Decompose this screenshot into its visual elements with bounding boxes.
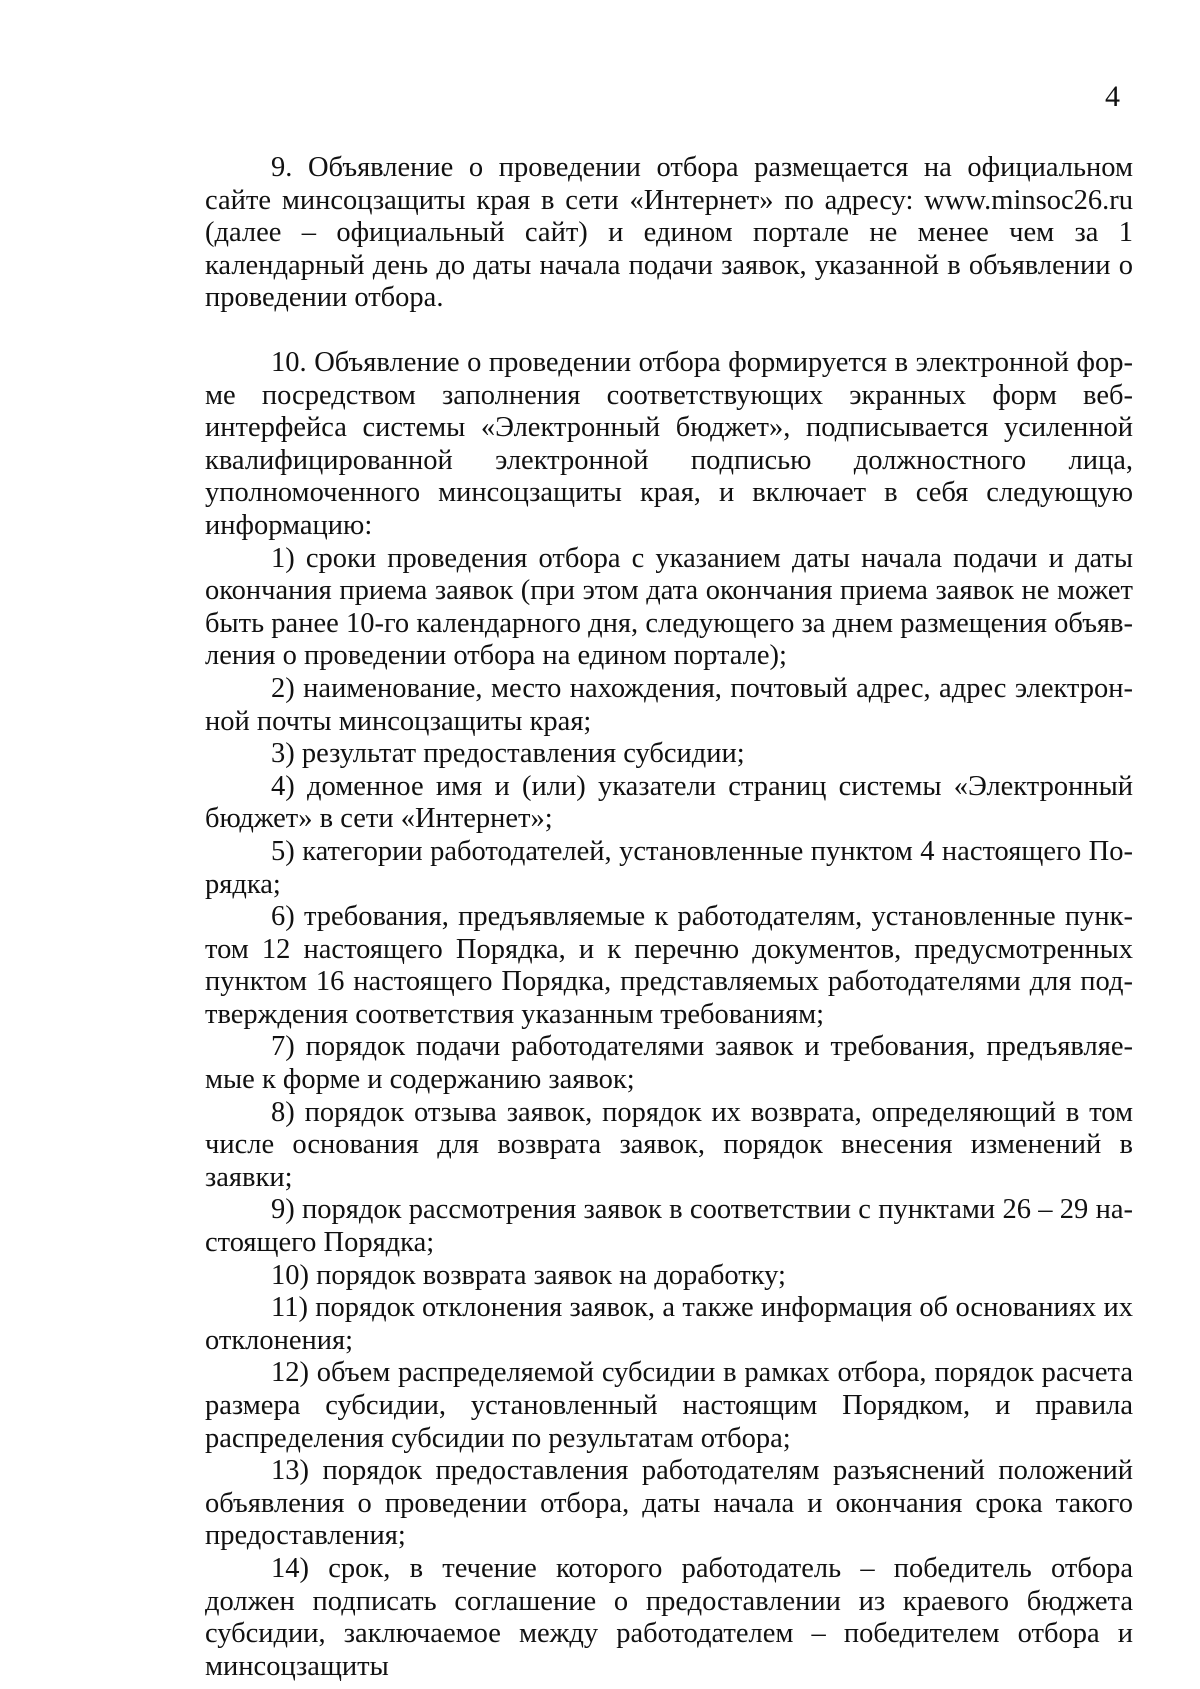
page-number: 4 (1105, 80, 1120, 113)
list-item: 10) порядок возврата заявок на доработку; (271, 1259, 786, 1291)
list-item: 7) порядок подачи работодателями заявок и требования, предъявляемые к форме и содержанию заявок; (205, 1031, 1133, 1096)
paragraph-block-9 (205, 152, 1133, 315)
paragraph: 10. Объявление о проведении отбора формируется в электронной форме посредством заполнения соответствующих экранных форм веб-интерфейса системы «Электронный бюджет», подписывается усиленной квалифицированной электронной подписью должностного лица, уполномоченного минсоцзащиты края, и включает в себя следующую информацию: (205, 347, 1133, 541)
list-item: 11) порядок отклонения заявок, а также информация об основаниях их отклонения; (205, 1292, 1133, 1356)
list-item: 4) доменное имя и (или) указатели страниц системы «Электронный бюджет» в сети «Интернет»; (205, 770, 1133, 835)
list-item: 13) порядок предоставления работодателям разъяснений положений объявления о проведении отбора, даты начала и окончания срока такого предоставления; (205, 1455, 1133, 1552)
list-item: 9) порядок рассмотрения заявок в соответствии с пунктами 26 – 29 настоящего Порядка; (205, 1194, 1133, 1259)
list-item: 6) требования, предъявляемые к работодателям, установленные пунктом 12 настоящего Порядка, и к перечню документов, предусмотренных пунктом 16 настоящего Порядка, представляемых работодателями для подтверждения соответствия указанным требованиям; (205, 901, 1133, 1030)
list-item: 2) наименование, место нахождения, почтовый адрес, адрес электронной почты минсоцзащиты края; (205, 672, 1133, 737)
list-item: 3) результат предоставления субсидии; (271, 738, 745, 770)
paragraph: 9. Объявление о проведении отбора размещается на официальном сайте минсоцзащиты края в сети «Интернет» по адресу: www.minsoc26.ru (далее – официальный сайт) и едином портале не менее чем за 1 календарный день до даты начала подачи заявок, указанной в объявлении о проведении отбора. (205, 152, 1133, 314)
paragraph-block-10 (205, 347, 1133, 1683)
list-item: 14) срок, в течение которого работодатель – победитель отбора должен подписать соглашение о предоставлении из краевого бюджета субсидии, заключаемое между работодателем – победителем отбора и минсоцзащиты (205, 1552, 1133, 1682)
list-item: 1) сроки проведения отбора с указанием даты начала подачи и даты окончания приема заявок (при этом дата окончания приема заявок не может быть ранее 10-го календарного дня, следующего за днем размещения объявления о проведении отбора на едином портале); (205, 542, 1133, 672)
list-item: 12) объем распределяемой субсидии в рамках отбора, порядок расчета размера субсидии, установленный настоящим Порядком, и правила распределения субсидии по результатам отбора; (205, 1357, 1133, 1454)
list-item: 8) порядок отзыва заявок, порядок их возврата, определяющий в том числе основания для возврата заявок, порядок внесения изменений в заявки; (205, 1096, 1133, 1193)
list-item: 5) категории работодателей, установленные пунктом 4 настоящего Порядка; (205, 835, 1133, 900)
